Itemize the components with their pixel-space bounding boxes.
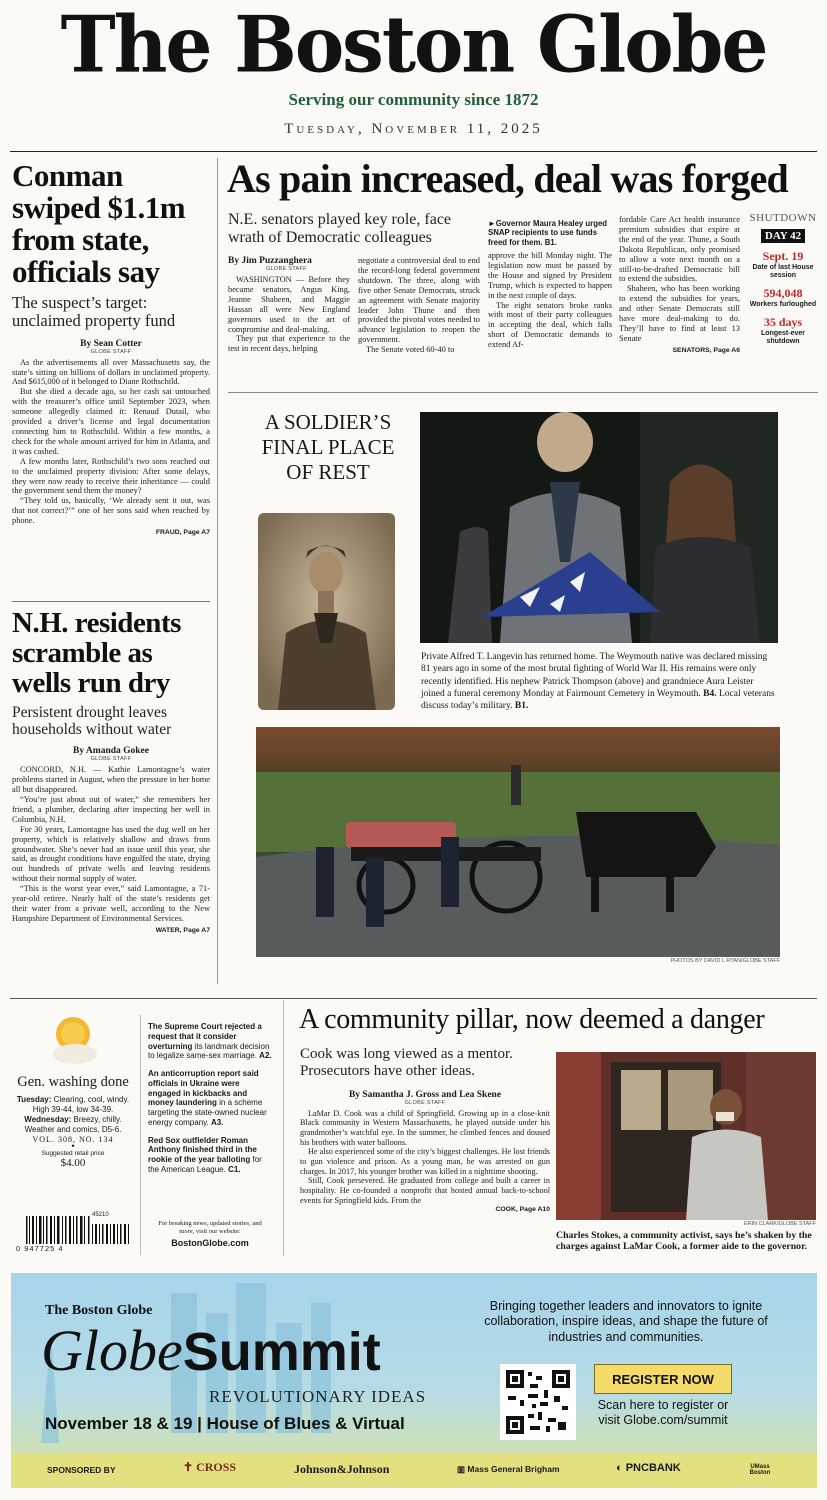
deal-staff: GLOBE STAFF [266,266,307,272]
wells-paragraph: “You’re just about out of water,” she remembers her friend, a plumber, declaring after inspecting her well in Columbia, N.H. [12,795,210,824]
ad-blurb: Bringing together leaders and innovators to ignite collaboration, inspire ideas, and shape the future of industries and communities. [484,1299,768,1344]
deal-paragraph: approve the bill Monday night. The legislation now must be passed by the House and signed by President Trump, which is expected to happen in the next couple of days. [488,251,612,300]
wells-paragraph: For 30 years, Lamontagne has used the dug well on her property, which is relatively shallow and draws from groundwater. She’s never had an issue until this year, she said, as drought conditions have engulfed the state, drying out hundreds of private wells and leaving residents without their normal supply of water. [12,824,210,884]
register-now-button[interactable]: REGISTER NOW [594,1364,732,1394]
price: $4.00 [60,1157,86,1170]
column-rule [217,158,218,984]
deal-byline: By Jim Puzzanghera [228,256,312,266]
barcode-top-number: 45210 [92,1212,109,1218]
weather-comics-ref[interactable]: Weather and comics, D5-6. [24,1125,122,1134]
ad-brand: The Boston Globe [45,1303,153,1318]
wells-paragraph: “This is the worst year ever,” said Lamontagne, a 71-year-old retiree. Nearly half of the state’s residents get their water from a private well, according to the New Hampshire Department of Environmental Services. [12,884,210,923]
deal-paragraph: They put that experience to the test in recent days, helping [228,334,350,354]
cook-deck: Cook was long viewed as a mentor. Prosecutors have other ideas. [300,1046,513,1079]
weather-day-label: Tuesday: [16,1095,52,1104]
deal-deck: N.E. senators played key role, face wrath of Democratic colleagues [228,211,452,246]
soldier-portrait-image [258,513,395,710]
cook-story-photo[interactable] [556,1052,816,1220]
sun-cloud-icon [45,1010,101,1070]
cook-paragraph: LaMar D. Cook was a child of Springfield. Growing up in a close-knit Black community in Western Massachusetts, he played outside under his grandmother’s watchful eye. In the summer, he climbed fences and doused his brothers with water balloons. [300,1108,550,1147]
divider [10,998,817,999]
refers-list [148,1022,272,1175]
building-icon: ▥ [457,1464,466,1474]
globe-summit-ad[interactable] [11,1273,817,1488]
ad-summit-globe: Globe [41,1318,183,1383]
soldier-caption-ref[interactable]: B4. [703,689,717,700]
conman-story [12,160,210,536]
weather-day-text: Breezy, chilly. [73,1115,122,1124]
sponsor-logo-umass[interactable]: UMass Boston [749,1464,771,1476]
sponsored-by-label: SPONSORED BY [47,1465,116,1475]
deal-paragraph: negotiate a controversial deal to end the record-long federal government shutdown. The three, along with five other Senate Democrats, struck an agreement with Senate majority leader John Thune and then provided the pivotal votes needed to advance legislation to reopen the government. [358,256,480,345]
cook-photo-credit: ERIN CLARK/GLOBE STAFF [743,1221,816,1227]
ad-dates: November 18 & 19 | House of Blues & Virtual [45,1414,405,1433]
sponsor-name: PNCBANK [625,1462,681,1474]
conman-paragraph: But she died a decade ago, so her cash sat untouched with the treasurer’s office until September 2023, when someone allegedly claimed it: Renaud Dutail, who provided a driver’s license and legal documentation connecting him to Rothschild. Within a few months, a check for the whole amount arrived for him in Atlanta, and it was cashed. [12,387,210,456]
sponsor-logo-pnc[interactable] [616,1462,681,1474]
ad-subtitle: REVOLUTIONARY IDEAS [209,1387,427,1406]
cook-story-image [556,1052,816,1220]
deal-paragraph: Shaheen, who has been working to extend the subsidies for years, and other Senate Democrats still have more deal-making to do. They’ll have to find at least 13 Senate [619,284,740,343]
conman-staff: GLOBE STAFF [90,348,132,355]
soldier-portrait-photo[interactable] [258,513,395,710]
soldier-caption-tail: Local veterans discuss today’s military. [421,689,775,712]
website-link[interactable]: BostonGlobe.com [171,1237,249,1248]
conman-deck: The suspect’s target: unclaimed property fund [12,292,176,331]
shutdown-stat-value: Sept. 19 [762,249,804,263]
deal-paragraph: The eight senators broke ranks with most of their party colleagues in accepting the deal, which falls short of Democratic demands to extend Af- [488,300,612,350]
cook-photo-caption: Charles Stokes, a community activist, says he’s shaken by the charges against LaMar Cook, a former aide to the governor. [556,1230,812,1253]
refer-text: its landmark decision to legalize same-sex marriage. [148,1041,270,1061]
masthead-title[interactable]: The Boston Globe [60,0,767,91]
deal-col-4 [619,215,740,354]
deal-paragraph: fordable Care Act health insurance premium subsidies that expire at the end of the year. Thune, a South Dakota Republican, only promised to allow a vote next month on a still-to-be-drafted Democratic bill to extend the subsidies. [619,215,740,284]
pnc-mark-icon: ◐ [616,1462,623,1474]
refer-item[interactable] [148,1069,272,1128]
ad-summit-logo [41,1317,381,1384]
weather-day-label: Wednesday: [24,1115,72,1124]
deal-col-3 [488,219,612,350]
sponsor-name: Mass General Brigham [467,1464,560,1474]
weather-day-text: Clearing, cool, windy. High 39-44, low 34-39. [32,1095,130,1114]
flag-ceremony-image [420,412,778,643]
deal-headline[interactable]: As pain increased, deal was forged [227,156,788,201]
cook-paragraph: He also experienced some of the city’s biggest challenges. He lost friends to gun violence and prison. As a young man, he was arrested on gun charges. In 2017, his younger brother was killed in a nighttime shooting. [300,1147,550,1176]
refer-bold: An anticorruption report said officials in Ukraine were engaged in kickbacks and money laundering [148,1069,259,1108]
deal-deck-block [228,211,480,247]
barcode [16,1212,134,1254]
wells-deck: Persistent drought leaves households without water [12,703,172,738]
deal-col-2 [358,256,480,355]
column-rule [140,1015,141,1255]
refer-text: for the American League. [148,1155,262,1174]
wells-byline: By Amanda Gokee [72,746,149,757]
refer-bold: Red Sox outfielder Roman Anthony finished third in the rookie of the year balloting [148,1135,257,1164]
wells-paragraph: CONCORD, N.H. — Kathie Lamontagne’s water problems started in August, when the pressure in her home all but disappeared. [12,765,210,795]
conman-paragraph: “They told us, basically, ‘We already sent it out, was that not correct?’” one of her sons said when reached by phone. [12,496,210,526]
qr-code[interactable] [500,1364,576,1440]
flag-ceremony-photo[interactable] [420,412,778,643]
cook-jump[interactable]: COOK, Page A10 [495,1206,550,1214]
wells-body [12,765,210,924]
ad-summit-word: Summit [182,1322,381,1382]
soldier-caption-text: Private Alfred T. Langevin has returned home. The Weymouth native was declared missing 81 years ago in some of the most brutal fighting of World War II. His remains were only recently identified. His nephew Patrick Thompson (above) and grandniece Aura Leister joined a funeral ceremony Monday at Fairmount Cemetery in Weymouth. [421,652,768,700]
snap-refer[interactable]: ►Governor Maura Healey urged SNAP recipients to use funds freed for them. B1. [488,219,608,247]
conman-body [12,358,210,526]
refer-bold: The Supreme Court rejected a request that it consider overturning [148,1022,262,1051]
shutdown-stat-label: Date of last House session [752,264,814,280]
divider [12,601,210,602]
shutdown-stat-value: 594,048 [763,286,803,301]
soldier-caption-ref[interactable]: B1. [514,701,529,712]
sponsor-logo-cross[interactable]: ✝ CROSS [183,1460,237,1474]
conman-headline[interactable]: Conman swiped $1.1m from state, officials say [12,158,186,289]
refer-text: in a scheme targeting the state-owned nuclear energy company. [148,1098,267,1127]
refer-page: C1. [228,1164,241,1174]
sponsor-name: CROSS [196,1460,237,1474]
conman-paragraph: As the advertisements all over Massachusetts say, the state’s sitting on billions of dollars in unclaimed property. And $615,000 of it belonged to Diane Rothschild. [12,357,210,387]
sponsor-logo-mgb[interactable] [457,1464,560,1475]
wells-story [12,609,210,934]
barcode-bars [22,1214,134,1248]
deal-paragraph: WASHINGTON — Before they became senators, Angus King, Jeanne Shaheen, and Maggie Hassan all were New England governors used to the art of compromise and deal-making. [228,275,350,334]
cook-story [300,1046,550,1213]
wells-headline[interactable]: N.H. residents scramble as wells run dry [12,607,181,699]
refer-item[interactable] [148,1022,272,1061]
shutdown-stat-label: Longest-ever shutdown [761,330,805,346]
website-text: For breaking news, updated stories, and more, visit our website: [158,1220,262,1235]
sponsor-logo-jnj[interactable]: Johnson&Johnson [294,1462,390,1476]
soldier-caption [421,651,779,713]
weather-title: Gen. washing done [17,1074,129,1090]
barcode-number: 0 947725 4 [16,1244,64,1253]
deal-col-1 [228,256,350,354]
masthead-tagline: Serving our community since 1872 [288,90,539,109]
shutdown-label: SHUTDOWN [749,212,817,224]
cemetery-procession-image [256,727,780,957]
refer-item[interactable] [148,1136,272,1175]
conman-jump[interactable]: FRAUD, Page A7 [155,529,210,537]
deal-jump[interactable]: SENATORS, Page A6 [672,346,740,354]
website-promo [154,1220,266,1248]
issue-date: Tuesday, November 11, 2025 [284,121,543,137]
shutdown-box [748,212,818,346]
weather-box: Gen. washing done Tuesday: Clearing, cool, windy. High 39-44, low 34-39. Wednesday: Breezy, chilly. Weather and comics, D5-6. VOL. 308, NO. 134 • Suggested retail price $4.00 [12,1010,134,1169]
ad-scan-text: Scan here to register or visit Globe.com/summit [597,1398,729,1427]
soldier-headline[interactable]: A SOLDIER’S FINAL PLACE OF REST [261,410,395,485]
masthead-rule [10,151,817,152]
refer-page: A3. [211,1117,224,1127]
sponsor-strip [11,1454,817,1488]
weather-forecast [12,1095,134,1135]
cook-paragraph: Still, Cook persevered. He graduated from college and built a career in hospitality. He co-founded a nonprofit that hosted annual back-to-school events for Springfield kids. From the [300,1176,550,1205]
shutdown-stat-label: Workers furloughed [749,301,817,309]
refer-page: A2. [259,1051,272,1061]
price-label: Suggested retail price [41,1150,105,1158]
conman-byline: By Sean Cotter [80,338,142,349]
conman-paragraph: A few months later, Rothschild’s two sons reached out to the unclaimed property division: After some delays, they were now ready to receive their inheritance — could the government send them the money? [12,456,210,496]
divider [228,392,818,393]
cemetery-procession-photo[interactable] [256,727,780,957]
deal-paragraph: The Senate voted 60-40 to [366,345,455,355]
shutdown-day: DAY 42 [761,229,805,243]
deal-story [227,158,817,199]
shutdown-stat-value: 35 days [763,315,803,330]
wells-staff: GLOBE STAFF [90,756,132,763]
cook-staff: GLOBE STAFF [404,1099,446,1106]
wells-jump[interactable]: WATER, Page A7 [155,926,210,934]
cook-byline: By Samantha J. Gross and Lea Skene [348,1089,502,1100]
column-rule [283,1000,284,1256]
volume-number: VOL. 308, NO. 134 [32,1135,114,1144]
soldier-photo-credit: PHOTOS BY DAVID L RYAN/GLOBE STAFF [670,958,780,964]
cook-headline[interactable]: A community pillar, now deemed a danger [299,1004,765,1035]
qr-code-pattern [506,1370,570,1434]
